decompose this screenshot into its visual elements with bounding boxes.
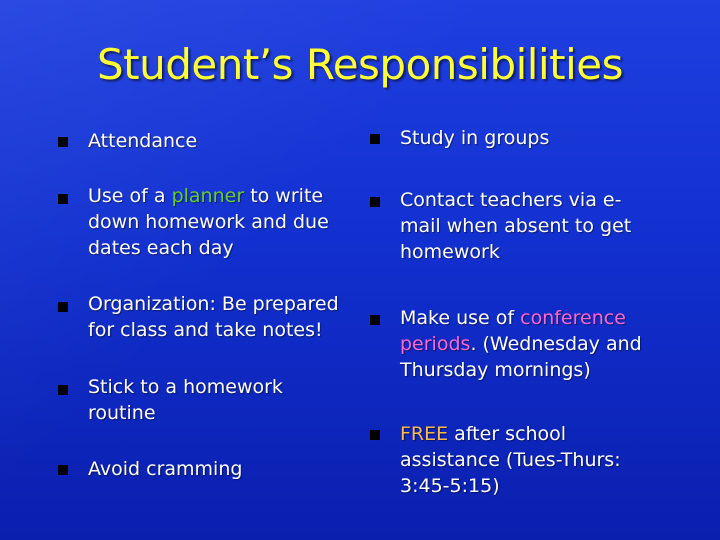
item-attendance: Attendance (88, 130, 198, 152)
item-routine: Stick to a homework routine (88, 376, 283, 424)
free-post-text: after school assistance (Tues-Thurs: 3:45-5:15) (400, 423, 621, 497)
conference-post-text: . (Wednesday and Thursday mornings) (400, 333, 642, 381)
item-contact: Contact teachers via e-mail when absent to get homework (400, 189, 632, 263)
bullet-icon (370, 430, 380, 440)
planner-pre-text: Use of a (88, 185, 172, 207)
bullet-icon (58, 465, 68, 475)
bullet-icon (58, 385, 68, 395)
free-highlight: FREE (400, 423, 449, 445)
conference-pre-text: Make use of (400, 307, 521, 329)
planner-highlight: planner (171, 185, 245, 207)
item-free-assistance (400, 421, 665, 499)
item-conference (400, 305, 662, 383)
bullet-icon (370, 197, 380, 207)
slide-title: Student’s Responsibilities (97, 40, 623, 89)
bullet-icon (58, 302, 68, 312)
bullet-icon (370, 134, 380, 144)
item-organization: Organization: Be prepared for class and take notes! (88, 293, 339, 341)
bullet-icon (58, 194, 68, 204)
bullet-icon (370, 315, 380, 325)
item-study-groups: Study in groups (400, 127, 550, 149)
item-cramming: Avoid cramming (88, 458, 243, 480)
conference-highlight: conference periods (400, 307, 626, 355)
item-planner (88, 183, 350, 261)
bullet-icon (58, 137, 68, 147)
planner-post-text: to write down homework and due dates each day (88, 185, 329, 259)
